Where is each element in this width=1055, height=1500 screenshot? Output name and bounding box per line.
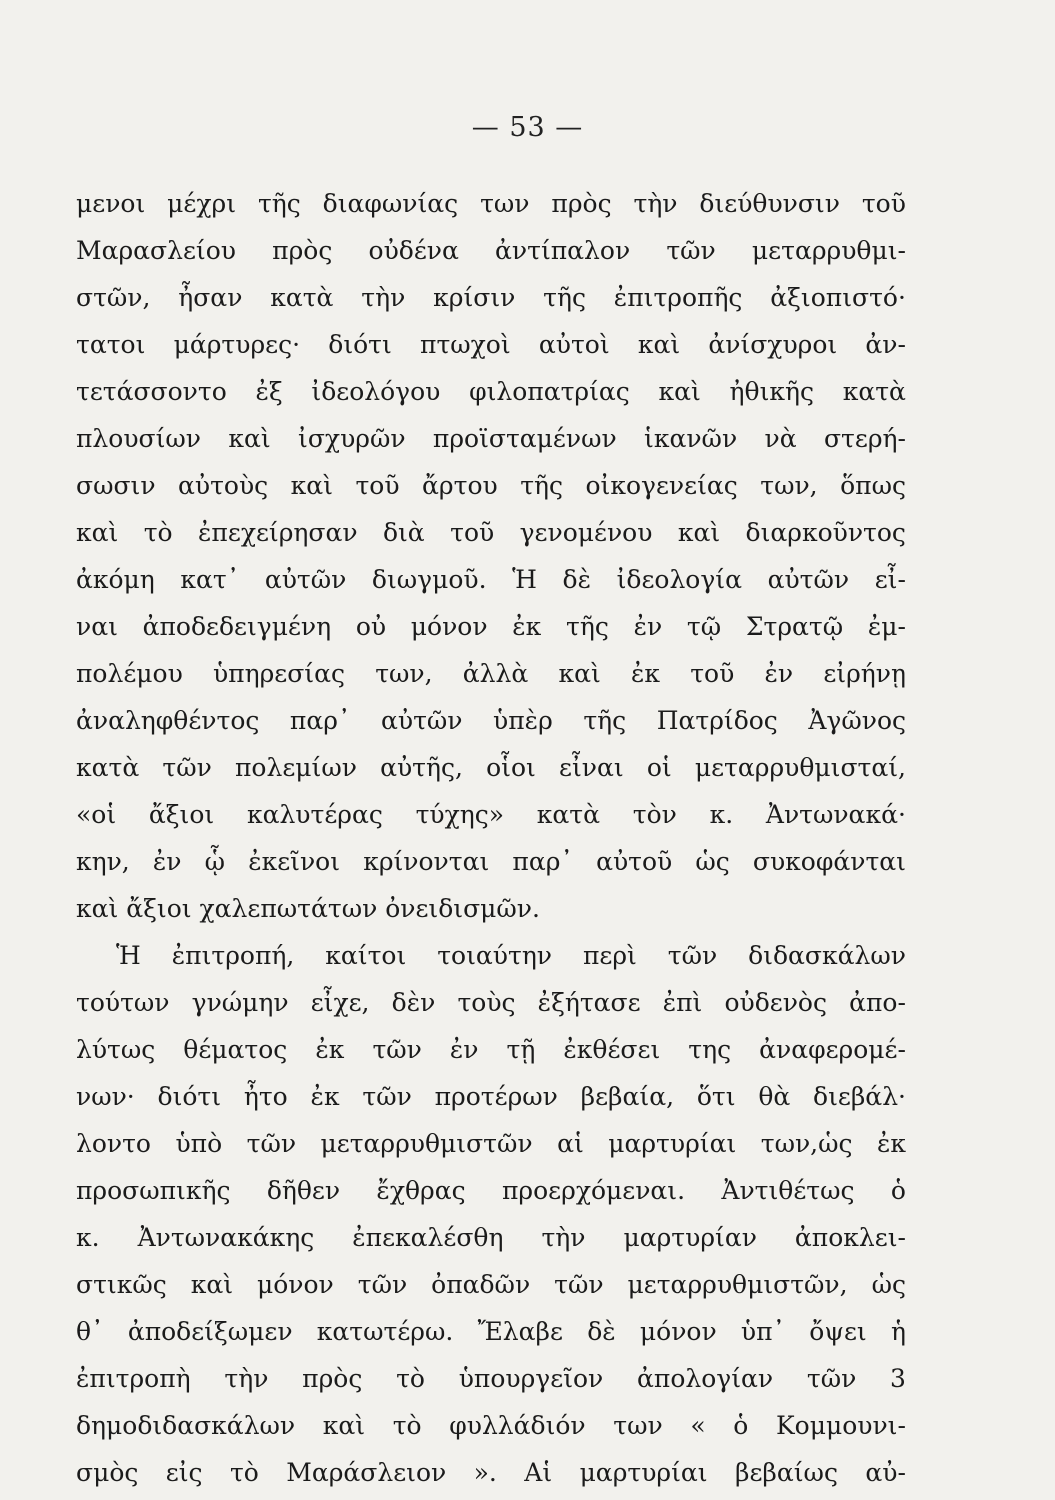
text-line: πλουσίων καὶ ἰσχυρῶν προϊσταμένων ἱκανῶν νὰ στερή- (76, 424, 906, 453)
text-line: τούτων γνώμην εἶχε, δὲν τοὺς ἐξήτασε ἐπὶ οὐδενὸς ἀπο- (76, 988, 906, 1017)
text-line: καὶ τὸ ἐπεχείρησαν διὰ τοῦ γενομένου καὶ διαρκοῦντος (76, 518, 906, 547)
text-line: προσωπικῆς δῆθεν ἔχθρας προερχόμεναι. Ἀντιθέτως ὁ (76, 1176, 906, 1205)
text-line: στικῶς καὶ μόνον τῶν ὀπαδῶν τῶν μεταρρυθμιστῶν, ὡς (76, 1270, 906, 1299)
text-line: κατὰ τῶν πολεμίων αὐτῆς, οἷοι εἶναι οἱ μεταρρυθμισταί, (76, 753, 906, 782)
text-line: κην, ἐν ᾧ ἐκεῖνοι κρίνονται παρ᾽ αὐτοῦ ὡς συκοφάνται (76, 847, 906, 876)
paragraph-start-line: Ἡ ἐπιτροπή, καίτοι τοιαύτην περὶ τῶν διδασκάλων (116, 941, 906, 970)
text-line: νων· διότι ἦτο ἐκ τῶν προτέρων βεβαία, ὅτι θὰ διεβάλ· (76, 1082, 906, 1111)
text-line: κ. Ἀντωνακάκης ἐπεκαλέσθη τὴν μαρτυρίαν ἀποκλει- (76, 1223, 906, 1252)
text-line: ἀναληφθέντος παρ᾽ αὐτῶν ὑπὲρ τῆς Πατρίδος Ἀγῶνος (76, 706, 906, 735)
page-number: — 53 — (471, 112, 584, 143)
text-line: τετάσσοντο ἐξ ἰδεολόγου φιλοπατρίας καὶ ἠθικῆς κατὰ (76, 377, 906, 406)
text-line: «οἱ ἄξιοι καλυτέρας τύχης» κατὰ τὸν κ. Ἀντωνακά· (76, 800, 906, 829)
body-text (76, 180, 906, 1496)
text-line: ναι ἀποδεδειγμένη οὐ μόνον ἐκ τῆς ἐν τῷ Στρατῷ ἐμ- (76, 612, 906, 641)
text-line: λοντο ὑπὸ τῶν μεταρρυθμιστῶν αἱ μαρτυρίαι των,ὡς ἐκ (76, 1129, 906, 1158)
text-line: λύτως θέματος ἐκ τῶν ἐν τῇ ἐκθέσει της ἀναφερομέ- (76, 1035, 906, 1064)
text-line: πολέμου ὑπηρεσίας των, ἀλλὰ καὶ ἐκ τοῦ ἐν εἰρήνῃ (76, 659, 906, 688)
text-line: τατοι μάρτυρες· διότι πτωχοὶ αὐτοὶ καὶ ἀνίσχυροι ἀν- (76, 330, 906, 359)
text-line: ἐπιτροπὴ τὴν πρὸς τὸ ὑπουργεῖον ἀπολογίαν τῶν 3 (76, 1364, 906, 1393)
paragraph-end-line: καὶ ἄξιοι χαλεπωτάτων ὀνειδισμῶν. (76, 894, 540, 923)
text-line: ἀκόμη κατ᾽ αὐτῶν διωγμοῦ. Ἡ δὲ ἰδεολογία αὐτῶν εἶ- (76, 565, 906, 594)
text-line: θ᾽ ἀποδείξωμεν κατωτέρω. Ἔλαβε δὲ μόνον ὑπ᾽ ὄψει ἡ (76, 1317, 906, 1346)
text-line: Μαρασλείου πρὸς οὐδένα ἀντίπαλον τῶν μεταρρυθμι- (76, 236, 906, 265)
text-line: σωσιν αὐτοὺς καὶ τοῦ ἄρτου τῆς οἰκογενείας των, ὅπως (76, 471, 906, 500)
text-line: στῶν, ἦσαν κατὰ τὴν κρίσιν τῆς ἐπιτροπῆς ἀξιοπιστό· (76, 283, 906, 312)
text-line: σμὸς εἰς τὸ Μαράσλειον ». Αἱ μαρτυρίαι βεβαίως αὐ- (76, 1458, 906, 1487)
text-line: δημοδιδασκάλων καὶ τὸ φυλλάδιόν των « ὁ Κομμουνι- (76, 1411, 906, 1440)
text-line: μενοι μέχρι τῆς διαφωνίας των πρὸς τὴν διεύθυνσιν τοῦ (76, 189, 906, 218)
